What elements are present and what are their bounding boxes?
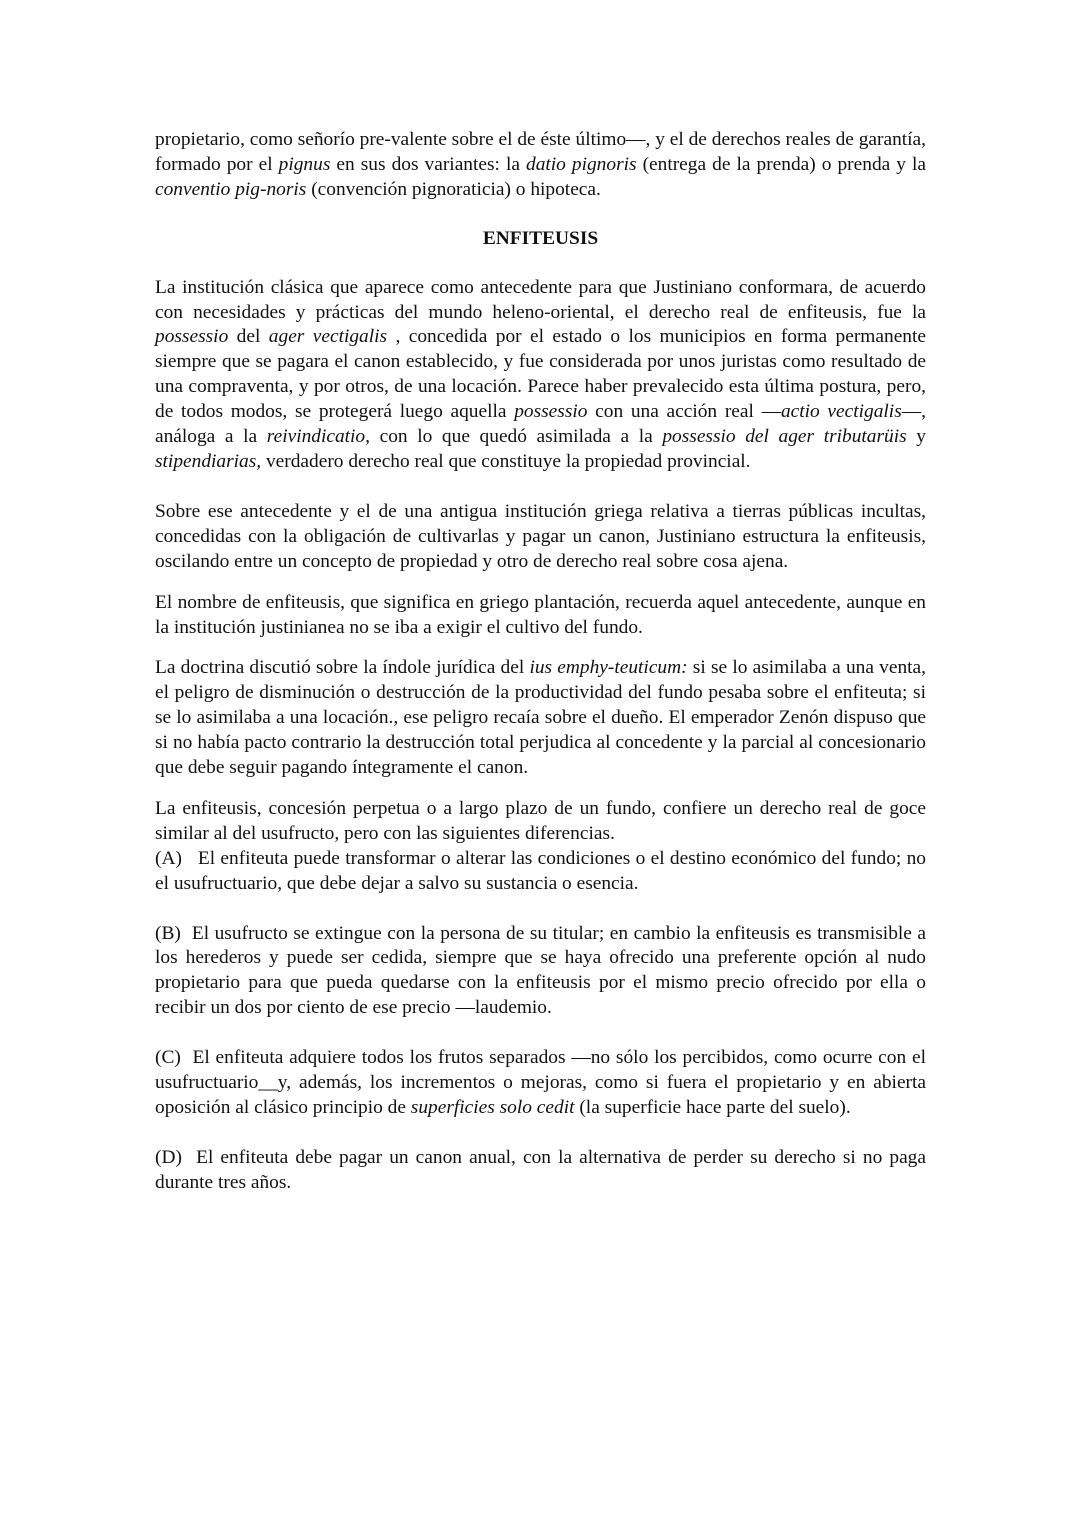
spacer: [155, 781, 926, 797]
italic-term: stipendiarias,: [155, 450, 262, 472]
text-run: Sobre ese antecedente y el de una antigua institución griega relativa a tierras públicas incultas, concedidas con la obligación de cultivarlas y pagar un canon, Justiniano estructura la enfiteusis, oscilando entre un concepto de propiedad y otro de derecho real sobre cosa ajena.: [155, 500, 926, 572]
text-run: en sus dos variantes: la: [330, 153, 526, 175]
italic-term: superficies solo cedit: [410, 1097, 575, 1118]
text-run: (D) El enfiteuta debe pagar un canon anual, con la alternativa de perder su derecho si no paga durante tres años.: [155, 1146, 926, 1193]
text-run: El nombre de enfiteusis, que significa en griego plantación, recuerda aquel antecedente, aunque en la institución justinianea no se iba a exigir el cultivo del fundo.: [155, 591, 926, 638]
italic-term: possessio: [514, 401, 588, 423]
spacer: [155, 897, 926, 922]
text-run: y: [906, 426, 927, 448]
italic-term: reivindicatio,: [266, 426, 370, 448]
paragraph-name-meaning: [155, 591, 926, 641]
list-item-difference-a: [155, 847, 926, 897]
spacer: [155, 203, 926, 227]
spacer: [155, 640, 926, 656]
italic-term: ius emphy-teuticum:: [529, 657, 688, 679]
paragraph-differences-intro: [155, 797, 926, 847]
italic-term: pignus: [278, 153, 331, 175]
text-run: (C) El enfiteuta adquiere todos los frutos separados —no sólo los percibidos, como ocurre con el usufructuario__y, además, los incrementos o mejoras, como si fuera el propietario y en abierta oposición al clásico principio de: [155, 1047, 926, 1118]
italic-term: conventio pig-noris: [155, 178, 307, 200]
text-run: (convención pignoraticia) o hipoteca.: [306, 178, 601, 200]
text-run: si se lo asimilaba a una venta, el peligro de disminución o destrucción de la productividad del fundo pesaba sobre el enfiteuta; si se lo asimilaba a una locación., ese peligro recaía sobre el dueño. El emperador Zenón dispuso que si no había pacto contrario la destrucción total perjudica al concedente y la parcial al concesionario que debe seguir pagando íntegramente el canon.: [155, 657, 926, 779]
document-page: [155, 128, 926, 1196]
italic-term: possessio: [155, 326, 229, 348]
text-run: , concedida por el estado o los municipios en forma permanente siempre que se pagara el canon establecido, y fue considerada por unos juristas como resultado de una compraventa, y por otros, de una locación. Parece haber prevalecido esta última postura, pero, de todos modos, se protegerá luego aquella: [155, 326, 926, 423]
italic-term: possessio del ager tributarüis: [662, 426, 907, 448]
list-item-difference-b: [155, 922, 926, 1022]
text-run: del: [228, 326, 269, 348]
paragraph-greek-antecedent: [155, 500, 926, 575]
paragraph-intro-continuation: [155, 128, 926, 203]
italic-term: ager vectigalis: [268, 326, 388, 348]
text-run: con lo que quedó asimilada a la: [369, 426, 663, 448]
italic-term: datio pignoris: [526, 153, 637, 175]
list-item-difference-d: [155, 1146, 926, 1196]
text-run: —, análoga a la: [155, 401, 926, 448]
text-run: (la superficie hace parte del suelo).: [574, 1097, 851, 1118]
spacer: [155, 1121, 926, 1146]
spacer: [155, 1021, 926, 1046]
text-run: propietario, como señorío pre-valente sobre el de éste último—, y el de derechos reales de garantía, formado por el: [155, 129, 927, 175]
text-run: (A) El enfiteuta puede transformar o alterar las condiciones o el destino económico del fundo; no el usufructuario, que debe dejar a salvo su sustancia o esencia.: [155, 847, 926, 894]
list-item-difference-c: [155, 1046, 926, 1121]
italic-term: actio vectigalis: [780, 401, 902, 423]
text-run: (entrega de la prenda) o prenda y la: [636, 153, 927, 175]
paragraph-origin: [155, 276, 926, 475]
text-run: La enfiteusis, concesión perpetua o a largo plazo de un fundo, confiere un derecho real de goce similar al del usufructo, pero con las siguientes diferencias.: [155, 797, 926, 844]
paragraph-doctrine: [155, 656, 926, 781]
text-run: (B) El usufructo se extingue con la persona de su titular; en cambio la enfiteusis es transmisible a los herederos y puede ser cedida, siempre que se haya ofrecido una preferente opción al nudo propietario para que pueda quedarse con la enfiteusis por el mismo precio ofrecido por ella o recibir un dos por ciento de ese precio —laudemio.: [155, 922, 926, 1019]
text-run: con una acción real —: [587, 401, 781, 423]
spacer: [155, 252, 926, 276]
spacer: [155, 575, 926, 591]
text-run: La doctrina discutió sobre la índole jurídica del: [155, 657, 530, 679]
section-heading: ENFITEUSIS: [482, 227, 599, 249]
spacer: [155, 475, 926, 500]
text-run: La institución clásica que aparece como antecedente para que Justiniano conformara, de acuerdo con necesidades y prácticas del mundo heleno-oriental, el derecho real de enfiteusis, fue la: [155, 276, 926, 323]
text-run: verdadero derecho real que constituye la propiedad provincial.: [261, 450, 751, 472]
